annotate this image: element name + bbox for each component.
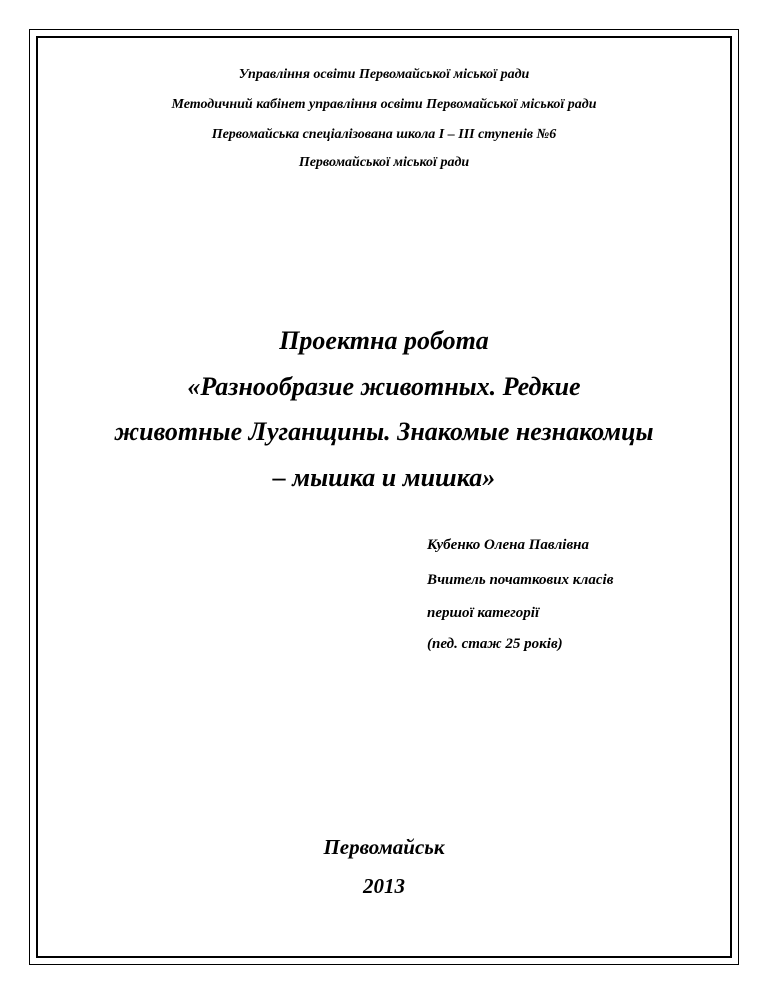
page-border-inner	[36, 36, 732, 958]
header-line-department: Управління освіти Первомайської міської ради	[238, 67, 530, 82]
author-category: першої категорії	[427, 605, 540, 621]
title-line-topic-3: – мышка и мишка»	[272, 463, 496, 492]
author-experience: (пед. стаж 25 років)	[427, 636, 563, 652]
header-line-methodical-office: Методичний кабінет управління освіти Первомайської міської ради	[171, 97, 597, 112]
title-line-topic-2: животные Луганщины. Знакомые незнакомцы	[114, 417, 654, 446]
title-line-project: Проектна робота	[279, 326, 489, 355]
header-line-city-council: Первомайської міської ради	[298, 155, 470, 170]
footer-city: Первомайськ	[323, 835, 445, 859]
author-name: Кубенко Олена Павлівна	[427, 537, 589, 553]
footer-year: 2013	[363, 874, 405, 898]
author-position: Вчитель початкових класів	[427, 572, 614, 588]
title-line-topic-1: «Разнообразие животных. Редкие	[187, 372, 581, 401]
header-line-school: Первомайська спеціалізована школа І – ІІІ ступенів №6	[211, 127, 557, 142]
